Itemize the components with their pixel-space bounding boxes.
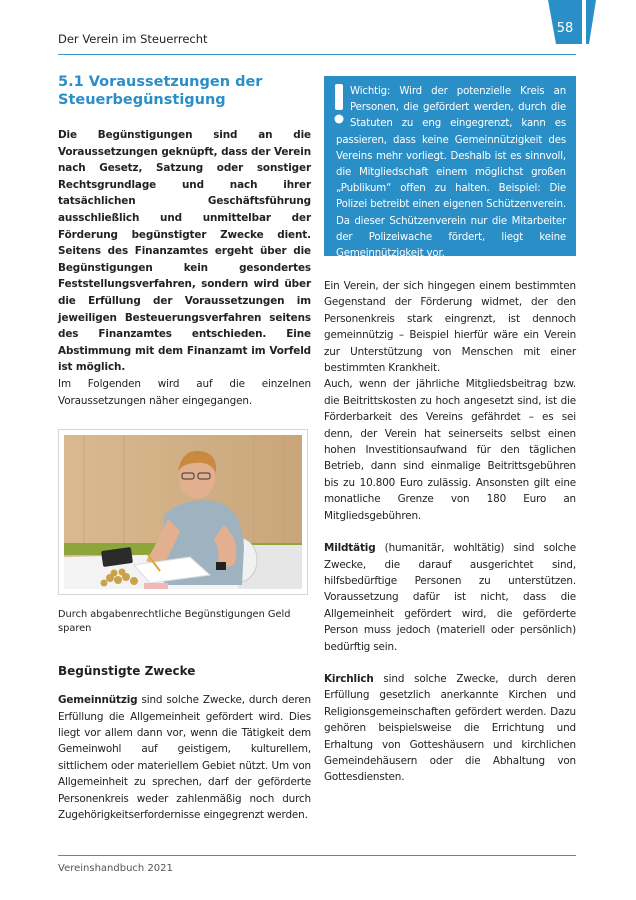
man-with-calculator-photo — [64, 435, 302, 589]
page-number-tab — [548, 0, 596, 44]
section-title: 5.1 Voraussetzungen der Steuerbegünstigung — [58, 74, 263, 108]
right-column — [324, 76, 576, 802]
mildtaetig-paragraph — [324, 540, 576, 655]
kirchlich-text: sind solche Zwecke, durch deren Erfüllung gesetzlich anerkannte Kirchen und Religionsgemeinschaften gefördert werden. Dazu gehören beispielsweise die Errichtung und Erhaltung von Gotteshäusern und kirchlichen Gemeindehäusern oder die Abhaltung von Gottesdiensten. — [324, 672, 576, 784]
gemeinnuetzig-paragraph — [58, 692, 311, 823]
gemeinnuetzig-term: Gemeinnützig — [58, 694, 138, 707]
paragraph-mitgliedsbeitrag: Auch, wenn der jährliche Mitgliedsbeitrag bzw. die Beitrittskosten zu hoch angesetzt sind, ist die Förderbarkeit des Vereins gefährdet – es sei denn, der Verein hat seinerseits selbst einen hohen Investitionsaufwand für den täglichen Betrieb, dann sind einmalige Beitrittsgebühren bis zu 10.800 Euro zulässig. Ansonsten gilt eine monatliche Grenze von 180 Euro an Mitgliedsgebühren. — [324, 378, 576, 522]
intro-paragraph: Die Begünstigungen sind an die Voraussetzungen geknüpft, dass der Verein nach Gesetz, Satzung oder sonstiger Rechtsgrundlage und nach ihrer tatsächlichen Geschäftsführung ausschließlich und unmittelbar der Förderung begünstigter Zwecke dient. Seitens des Finanzamtes ergeht über die Begünstigungen kein gesondertes Feststellungsverfahren, sondern wird über die Erfüllung der Voraussetzungen im jeweiligen Besteuerungsverfahren seitens des Finanzamtes entschieden. Eine Abstimmung mit dem Finanzamt im Vorfeld ist möglich. — [58, 129, 311, 374]
important-callout-box — [324, 76, 576, 260]
mildtaetig-term: Mildtätig — [324, 542, 376, 555]
right-body-text — [324, 278, 576, 786]
photo-figure — [58, 429, 308, 595]
left-column — [58, 73, 311, 823]
page-number: 58 — [556, 21, 574, 36]
kirchlich-term: Kirchlich — [324, 672, 374, 685]
intro-follow-paragraph: Im Folgenden wird auf die einzelnen Voraussetzungen näher eingegangen. — [58, 377, 311, 407]
running-title: Der Verein im Steuerrecht — [58, 32, 208, 46]
gemeinnuetzig-text: sind solche Zwecke, durch deren Erfüllung die Allgemeinheit gefördert wird. Dies liegt vor allem dann vor, wenn die Tätigkeit dem Gemeinwohl auf geistigem, kulturellem, sittlichem oder materiellem Gebiet nützt. Um von Allgemeinheit zu sprechen, darf der geförderte Personenkreis weder zahlenmäßig noch durch Zugehörigkeitserfordernisse eingegrenzt werden. — [58, 694, 311, 821]
callout-text: Wichtig: Wird der potenzielle Kreis an Personen, die gefördert werden, durch die Statuten zu eng eingegrenzt, kann es passieren, dass keine Gemeinnützigkeit des Vereins mehr vorliegt. Deshalb ist es sinnvoll, die Mitgliedschaft einem möglichst großen „Publikum“ offen zu halten. Beispiel: Die Polizei betreibt einen eigenen Schützenverein. Da dieser Schützenverein nur die Mitarbeiter der Polizeiwache fördert, liegt keine Gemeinnützigkeit vor. — [336, 86, 566, 260]
footer-rule — [58, 855, 576, 856]
figure-caption: Durch abgabenrechtliche Begünstigungen Geld sparen — [58, 609, 291, 635]
exclamation-icon — [332, 84, 346, 126]
mildtaetig-text: (humanitär, wohltätig) sind solche Zwecke, die darauf ausgerichtet sind, hilfsbedürftige Personen zu unterstützen. Voraussetzung dafür ist nicht, dass die Allgemeinheit gefördert wird, die geförderte Person muss jedoch (materiell oder persönlich) bedürftig sein. — [324, 542, 576, 653]
footer-text: Vereinshandbuch 2021 — [58, 863, 173, 874]
kirchlich-paragraph — [324, 671, 576, 786]
subheading-begunstigte-zwecke: Begünstigte Zwecke — [58, 664, 196, 679]
header-rule — [58, 54, 576, 55]
paragraph-personenkreis: Ein Verein, der sich hingegen einem bestimmten Gegenstand der Förderung widmet, der den Personenkreis stark eingrenzt, ist dennoch gemeinnützig – Beispiel hierfür wäre ein Verein zur Unterstützung von Menschen mit einer bestimmten Krankheit. — [324, 280, 576, 375]
